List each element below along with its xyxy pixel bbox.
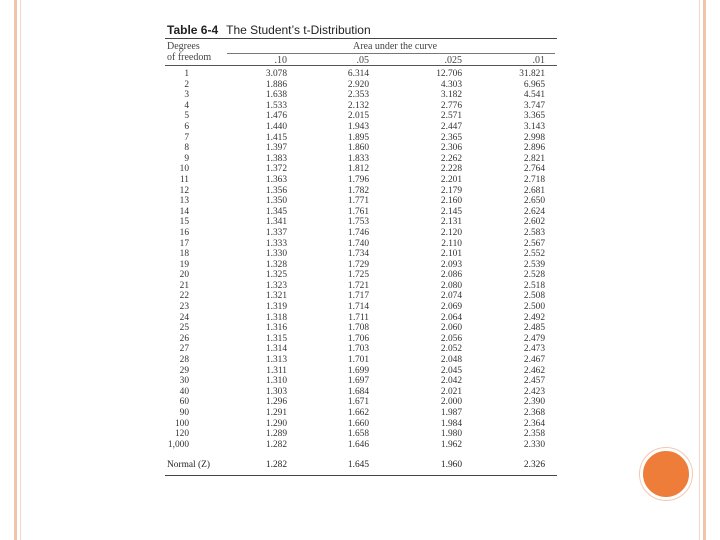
- value-cell: 2.021: [440, 386, 462, 397]
- value-cell: 2.467: [523, 355, 545, 366]
- value-cell: 1.729: [347, 259, 369, 270]
- value-cell: 2.353: [347, 90, 369, 101]
- value-cell: 1.321: [265, 291, 287, 302]
- table-row: [165, 397, 557, 408]
- table-row: [165, 323, 557, 334]
- normal-cell: 2.326: [523, 460, 545, 471]
- value-cell: 1.289: [265, 429, 287, 440]
- value-cell: 1.671: [347, 397, 369, 408]
- value-cell: 2.060: [440, 323, 462, 334]
- value-cell: 1.476: [265, 111, 287, 122]
- value-cell: 1.316: [265, 323, 287, 334]
- bottom-rule: [165, 475, 557, 476]
- value-cell: 1.533: [265, 100, 287, 111]
- value-cell: 2.145: [440, 206, 462, 217]
- value-cell: 2.368: [523, 408, 545, 418]
- table-row: [165, 366, 557, 377]
- value-cell: 1.341: [265, 217, 287, 228]
- value-cell: 2.201: [440, 174, 462, 185]
- value-cell: 1.699: [347, 365, 369, 376]
- table-row: [165, 291, 557, 302]
- value-cell: 1.987: [440, 408, 462, 418]
- value-cell: 2.567: [523, 238, 545, 249]
- value-cell: 1.812: [347, 164, 369, 175]
- value-cell: 1.796: [347, 174, 369, 185]
- value-cell: 1.319: [265, 302, 287, 313]
- value-cell: 1.282: [265, 439, 287, 450]
- value-cell: 1.397: [265, 143, 287, 154]
- table-title-text: The Student’s t-Distribution: [226, 23, 371, 37]
- table-row: [165, 80, 557, 91]
- value-cell: 1.328: [265, 259, 287, 270]
- value-cell: 1.314: [265, 344, 287, 355]
- value-cell: 2.110: [441, 238, 462, 249]
- value-cell: 1.356: [265, 185, 287, 196]
- df-header-line1: Degrees: [167, 41, 200, 52]
- df-cell: 21: [179, 280, 189, 291]
- value-cell: 1.372: [265, 164, 287, 175]
- df-cell: 27: [179, 344, 189, 355]
- value-cell: 2.462: [523, 365, 545, 376]
- df-cell: 11: [179, 174, 189, 185]
- df-cell: 7: [184, 132, 189, 143]
- table-row: [165, 175, 557, 186]
- value-cell: 2.390: [523, 397, 545, 408]
- value-cell: 2.086: [440, 270, 462, 281]
- value-cell: 1.311: [266, 365, 287, 376]
- value-cell: 1.310: [265, 376, 287, 387]
- normal-cell: 1.960: [440, 460, 462, 471]
- df-cell: 1,000: [167, 439, 189, 450]
- normal-cell: 1.282: [265, 460, 287, 471]
- value-cell: 2.064: [440, 312, 462, 323]
- table-row: [165, 69, 557, 80]
- value-cell: 1.660: [347, 418, 369, 429]
- value-cell: 1.325: [265, 270, 287, 281]
- value-cell: 2.330: [523, 439, 545, 450]
- value-cell: 2.552: [523, 249, 545, 260]
- table-row: [165, 186, 557, 197]
- table-row: [165, 334, 557, 345]
- value-cell: 2.015: [347, 111, 369, 122]
- value-cell: 1.415: [265, 132, 287, 143]
- value-cell: 1.746: [347, 227, 369, 238]
- col-header-01: .01: [532, 55, 545, 66]
- decorative-circle: [640, 448, 692, 500]
- value-cell: 1.440: [265, 121, 287, 132]
- df-cell: 60: [179, 397, 189, 408]
- table-row: [165, 408, 557, 419]
- table-body: [165, 66, 557, 450]
- value-cell: 1.701: [347, 355, 369, 366]
- df-cell: 40: [179, 386, 189, 397]
- table-row: [165, 260, 557, 271]
- value-cell: 2.602: [523, 217, 545, 228]
- value-cell: 3.182: [440, 90, 462, 101]
- value-cell: 1.711: [348, 312, 369, 323]
- value-cell: 1.860: [347, 143, 369, 154]
- df-cell: 26: [179, 333, 189, 344]
- df-cell: 16: [179, 227, 189, 238]
- table-row: [165, 143, 557, 154]
- value-cell: 2.681: [523, 185, 545, 196]
- value-cell: 2.764: [523, 164, 545, 175]
- value-cell: 1.290: [265, 418, 287, 429]
- value-cell: 2.160: [440, 196, 462, 207]
- area-header: Area under the curve: [353, 41, 438, 52]
- table-row: [165, 281, 557, 292]
- value-cell: 2.423: [523, 386, 545, 397]
- value-cell: 1.697: [347, 376, 369, 387]
- value-cell: 2.528: [523, 270, 545, 281]
- value-cell: 1.734: [347, 249, 369, 260]
- value-cell: 2.920: [347, 79, 369, 90]
- df-header: [167, 41, 211, 63]
- table-row: [165, 302, 557, 313]
- value-cell: 2.358: [523, 429, 545, 440]
- value-cell: 2.074: [440, 291, 462, 302]
- value-cell: 2.539: [523, 259, 545, 270]
- df-cell: 9: [184, 153, 189, 164]
- value-cell: 1.313: [265, 355, 287, 366]
- value-cell: 1.708: [347, 323, 369, 334]
- df-cell: 28: [179, 355, 189, 366]
- df-cell: 22: [179, 291, 189, 302]
- value-cell: 1.318: [265, 312, 287, 323]
- normal-label: Normal (Z): [167, 460, 210, 471]
- df-cell: 23: [179, 302, 189, 313]
- col-header-025: .025: [444, 55, 462, 66]
- value-cell: 1.725: [347, 270, 369, 281]
- table-row: [165, 154, 557, 165]
- value-cell: 2.000: [440, 397, 462, 408]
- value-cell: 3.747: [523, 100, 545, 111]
- table-row: [165, 419, 557, 430]
- value-cell: 1.363: [265, 174, 287, 185]
- df-cell: 2: [184, 79, 189, 90]
- area-header-rule: [227, 53, 555, 54]
- value-cell: 2.262: [440, 153, 462, 164]
- value-cell: 1.333: [265, 238, 287, 249]
- value-cell: 2.571: [440, 111, 462, 122]
- df-cell: 17: [179, 238, 189, 249]
- value-cell: 3.143: [523, 121, 545, 132]
- df-cell: 13: [179, 196, 189, 207]
- table-row: [165, 376, 557, 387]
- df-cell: 18: [179, 249, 189, 260]
- value-cell: 1.761: [347, 206, 369, 217]
- value-cell: 1.703: [347, 344, 369, 355]
- df-cell: 3: [184, 90, 189, 101]
- df-cell: 20: [179, 270, 189, 281]
- value-cell: 1.315: [265, 333, 287, 344]
- table-row: [165, 239, 557, 250]
- value-cell: 1.706: [347, 333, 369, 344]
- df-cell: 100: [174, 418, 189, 429]
- value-cell: 2.583: [523, 227, 545, 238]
- value-cell: 2.306: [440, 143, 462, 154]
- value-cell: 1.721: [347, 280, 369, 291]
- value-cell: 2.447: [440, 121, 462, 132]
- df-cell: 90: [179, 408, 189, 418]
- table-row: [165, 313, 557, 324]
- value-cell: 1.350: [265, 196, 287, 207]
- value-cell: 2.101: [440, 249, 462, 260]
- table-row: [165, 228, 557, 239]
- value-cell: 2.998: [523, 132, 545, 143]
- value-cell: 2.718: [523, 174, 545, 185]
- value-cell: 1.833: [347, 153, 369, 164]
- table-row: [165, 270, 557, 281]
- normal-cell: 1.645: [347, 460, 369, 471]
- value-cell: 6.965: [523, 79, 545, 90]
- df-cell: 25: [179, 323, 189, 334]
- value-cell: 1.980: [440, 429, 462, 440]
- value-cell: 1.943: [347, 121, 369, 132]
- value-cell: 2.776: [440, 100, 462, 111]
- table-row: [165, 196, 557, 207]
- df-cell: 120: [174, 429, 189, 440]
- value-cell: 1.638: [265, 90, 287, 101]
- value-cell: 2.650: [523, 196, 545, 207]
- value-cell: 12.706: [436, 69, 462, 79]
- value-cell: 2.131: [440, 217, 462, 228]
- table-row: [165, 429, 557, 440]
- value-cell: 6.314: [347, 69, 369, 79]
- value-cell: 2.492: [523, 312, 545, 323]
- value-cell: 4.541: [523, 90, 545, 101]
- table-row: [165, 164, 557, 175]
- value-cell: 1.717: [347, 291, 369, 302]
- value-cell: 2.624: [523, 206, 545, 217]
- value-cell: 2.518: [523, 280, 545, 291]
- table-label: Table 6-4: [167, 23, 219, 37]
- table-row: [165, 133, 557, 144]
- df-cell: 12: [179, 185, 189, 196]
- value-cell: 2.093: [440, 259, 462, 270]
- df-cell: 4: [184, 100, 189, 111]
- df-cell: 10: [179, 164, 189, 175]
- value-cell: 2.821: [523, 153, 545, 164]
- value-cell: 2.457: [523, 376, 545, 387]
- value-cell: 1.962: [440, 439, 462, 450]
- value-cell: 2.132: [347, 100, 369, 111]
- df-cell: 1: [184, 69, 189, 79]
- col-header-05: .05: [356, 55, 369, 66]
- value-cell: 3.365: [523, 111, 545, 122]
- table-row: [165, 90, 557, 101]
- table-row: [165, 355, 557, 366]
- value-cell: 4.303: [440, 79, 462, 90]
- value-cell: 1.658: [347, 429, 369, 440]
- col-header-10: .10: [274, 55, 287, 66]
- table-row: [165, 122, 557, 133]
- value-cell: 2.120: [440, 227, 462, 238]
- value-cell: 2.500: [523, 302, 545, 313]
- value-cell: 2.080: [440, 280, 462, 291]
- table-title: [167, 22, 557, 38]
- value-cell: 1.646: [347, 439, 369, 450]
- table-row: [165, 249, 557, 260]
- value-cell: 1.886: [265, 79, 287, 90]
- table-row: [165, 217, 557, 228]
- table-header: [165, 39, 557, 65]
- value-cell: 1.714: [347, 302, 369, 313]
- value-cell: 1.782: [347, 185, 369, 196]
- value-cell: 2.508: [523, 291, 545, 302]
- value-cell: 2.045: [440, 365, 462, 376]
- value-cell: 31.821: [519, 69, 545, 79]
- value-cell: 1.753: [347, 217, 369, 228]
- value-cell: 3.078: [265, 69, 287, 79]
- df-cell: 30: [179, 376, 189, 387]
- value-cell: 1.330: [265, 249, 287, 260]
- value-cell: 1.684: [347, 386, 369, 397]
- value-cell: 2.228: [440, 164, 462, 175]
- value-cell: 2.048: [440, 355, 462, 366]
- df-header-line2: of freedom: [167, 52, 212, 63]
- normal-row: [165, 458, 557, 472]
- value-cell: 2.052: [440, 344, 462, 355]
- df-cell: 5: [184, 111, 189, 122]
- value-cell: 1.771: [347, 196, 369, 207]
- df-cell: 14: [179, 206, 189, 217]
- value-cell: 2.364: [523, 418, 545, 429]
- value-cell: 1.383: [265, 153, 287, 164]
- value-cell: 2.069: [440, 302, 462, 313]
- value-cell: 2.479: [523, 333, 545, 344]
- table-row: [165, 207, 557, 218]
- df-cell: 29: [179, 365, 189, 376]
- value-cell: 1.740: [347, 238, 369, 249]
- value-cell: 2.042: [440, 376, 462, 387]
- table-row: [165, 344, 557, 355]
- t-distribution-table: [165, 22, 557, 476]
- value-cell: 2.056: [440, 333, 462, 344]
- value-cell: 2.473: [523, 344, 545, 355]
- value-cell: 1.296: [265, 397, 287, 408]
- value-cell: 1.303: [265, 386, 287, 397]
- value-cell: 1.895: [347, 132, 369, 143]
- df-cell: 6: [184, 121, 189, 132]
- value-cell: 1.984: [440, 418, 462, 429]
- table-row: [165, 101, 557, 112]
- value-cell: 2.485: [523, 323, 545, 334]
- value-cell: 1.662: [347, 408, 369, 418]
- df-cell: 19: [179, 259, 189, 270]
- value-cell: 2.365: [440, 132, 462, 143]
- table-row: [165, 440, 557, 451]
- value-cell: 1.323: [265, 280, 287, 291]
- df-cell: 24: [179, 312, 189, 323]
- table-row: [165, 111, 557, 122]
- df-cell: 8: [184, 143, 189, 154]
- table-row: [165, 387, 557, 398]
- df-cell: 15: [179, 217, 189, 228]
- value-cell: 1.337: [265, 227, 287, 238]
- value-cell: 2.179: [440, 185, 462, 196]
- value-cell: 1.345: [265, 206, 287, 217]
- value-cell: 1.291: [265, 408, 287, 418]
- value-cell: 2.896: [523, 143, 545, 154]
